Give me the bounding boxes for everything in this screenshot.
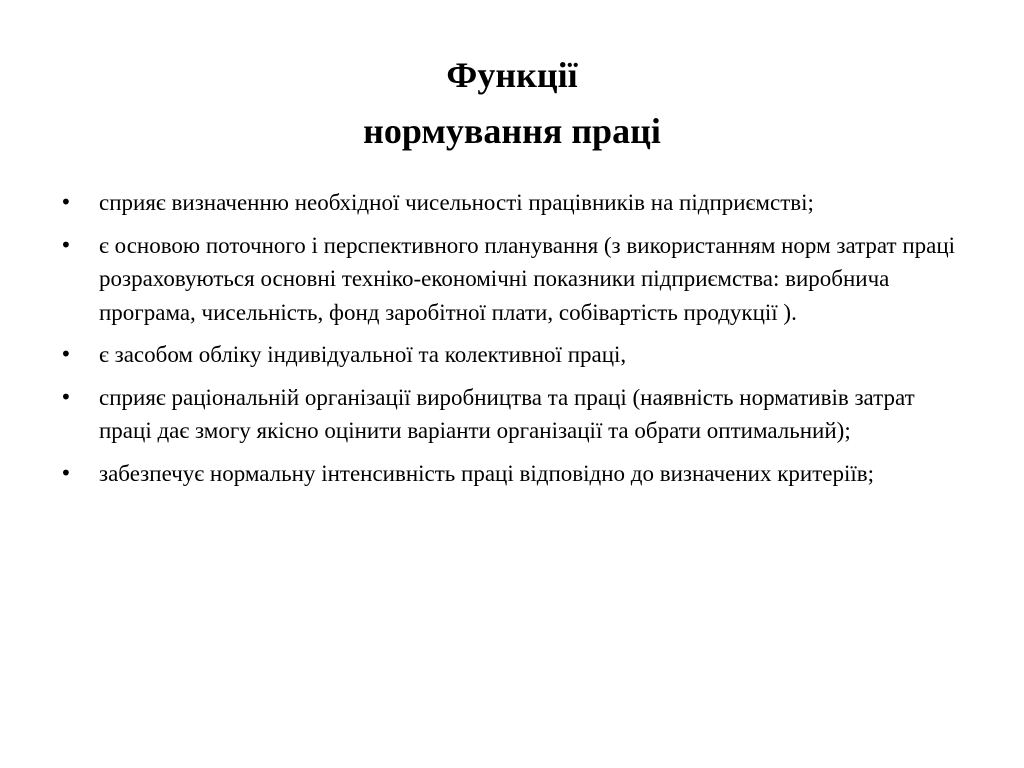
- slide-title: [0, 47, 1024, 159]
- bullet-item: [0, 229, 1024, 330]
- title-line-2: нормування праці: [363, 111, 661, 151]
- bullet-list: [0, 186, 1024, 499]
- bullet-item: [0, 457, 1024, 491]
- bullet-dot-icon: •: [60, 384, 72, 409]
- bullet-text: забезпечує нормальну інтенсивність праці відповідно до визначених критеріїв;: [99, 460, 874, 486]
- bullet-dot-icon: •: [60, 190, 72, 214]
- bullet-text: сприяє визначенню необхідної чисельності працівників на підприємстві;: [99, 190, 814, 215]
- bullet-item: [0, 338, 1024, 372]
- bullet-text: є основою поточного і перспективного планування (з використанням норм затрат праці розраховуються основні техніко-економічні показники підприємства: виробнича програма, чисельність, фонд заробітної плати, собівартість продукції ).: [99, 232, 956, 325]
- bullet-text: є засобом обліку індивідуальної та колективної праці,: [99, 342, 627, 367]
- bullet-text: сприяє раціональній організації виробництва та праці (наявність нормативів затрат праці дає змогу якісно оцінити варіанти організації та обрати оптимальний);: [99, 384, 915, 443]
- bullet-dot-icon: •: [60, 232, 72, 257]
- bullet-item: [0, 186, 1024, 220]
- bullet-item: [0, 381, 1024, 448]
- bullet-dot-icon: •: [60, 342, 72, 366]
- bullet-dot-icon: •: [60, 460, 72, 485]
- title-line-1: Функції: [446, 55, 578, 95]
